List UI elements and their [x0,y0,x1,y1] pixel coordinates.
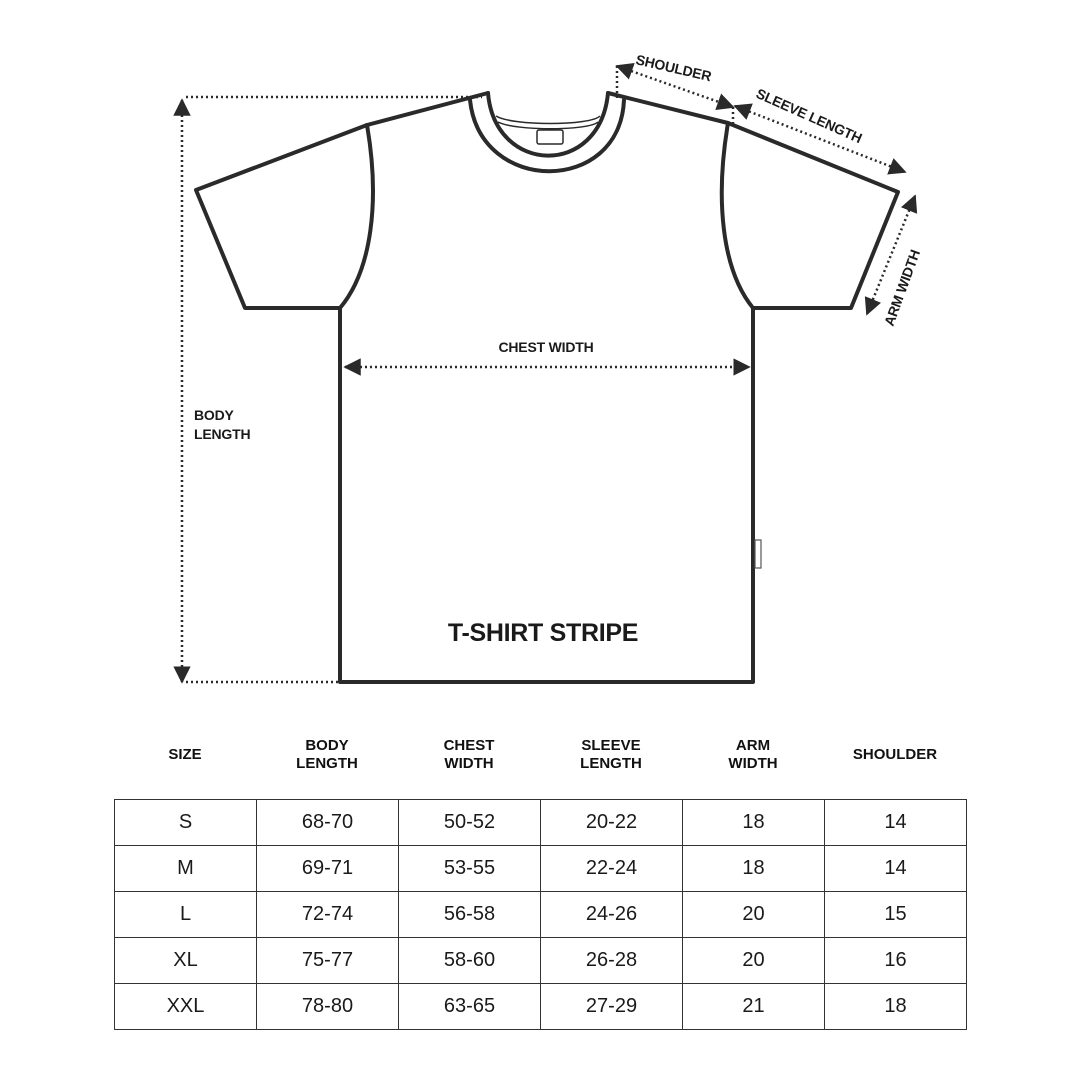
arm-width-cell: 18 [683,846,825,892]
arm-width-cell: 21 [683,984,825,1030]
sleeve-length-label: SLEEVE LENGTH [753,85,865,147]
header-size-line1: SIZE [168,746,202,763]
tshirt-outline [196,93,898,682]
side-tag [755,540,761,568]
size-chart-headers [114,733,966,777]
arm-width-cell: 20 [683,938,825,984]
product-title: T-SHIRT STRIPE [447,619,639,647]
chest-width-cell: 58-60 [399,938,541,984]
body-length-cell: 72-74 [257,892,399,938]
arm-width-cell: 20 [683,892,825,938]
size-cell: XXL [115,984,257,1030]
size-cell: XL [115,938,257,984]
header-sleeve-length [540,733,682,777]
body-length-label-line2: LENGTH [194,426,251,442]
shoulder-cell: 14 [825,846,967,892]
chest-width-cell: 50-52 [399,800,541,846]
chest-width-cell: 56-58 [399,892,541,938]
body-length-cell: 68-70 [257,800,399,846]
chest-width-label: CHEST WIDTH [498,339,594,355]
size-cell: L [115,892,257,938]
sleeve-length-cell: 27-29 [541,984,683,1030]
header-arm-width-line1: ARM [735,737,771,754]
size-chart-table [114,799,967,1030]
header-body-length-line1: BODY [305,737,349,754]
header-chest-width-line1: CHEST [443,737,495,754]
shoulder-cell: 15 [825,892,967,938]
body-length-cell: 69-71 [257,846,399,892]
header-body-length [256,733,398,777]
header-chest-width [398,733,540,777]
chest-width-cell: 63-65 [399,984,541,1030]
header-chest-width-line2: WIDTH [444,755,494,772]
body-length-cell: 78-80 [257,984,399,1030]
header-shoulder-line1: SHOULDER [852,746,938,763]
sleeve-length-cell: 26-28 [541,938,683,984]
measurement-lines [182,66,915,682]
header-shoulder [824,733,966,777]
shoulder-cell: 14 [825,800,967,846]
table-row [115,938,967,984]
sleeve-length-cell: 24-26 [541,892,683,938]
table-row [115,800,967,846]
sleeve-length-cell: 22-24 [541,846,683,892]
body-length-cell: 75-77 [257,938,399,984]
chest-width-cell: 53-55 [399,846,541,892]
shoulder-cell: 18 [825,984,967,1030]
header-sleeve-length-line1: SLEEVE [581,737,641,754]
size-cell: M [115,846,257,892]
arm-width-cell: 18 [683,800,825,846]
header-arm-width-line2: WIDTH [728,755,778,772]
header-size [114,733,256,777]
table-row [115,984,967,1030]
sleeve-length-cell: 20-22 [541,800,683,846]
header-body-length-line2: LENGTH [296,755,358,772]
size-cell: S [115,800,257,846]
table-row [115,846,967,892]
table-row [115,892,967,938]
header-sleeve-length-line2: LENGTH [580,755,642,772]
shoulder-cell: 16 [825,938,967,984]
header-arm-width [682,733,824,777]
shoulder-label: SHOULDER [634,51,713,85]
arm-width-label: ARM WIDTH [880,247,924,329]
body-length-label-line1: BODY [194,407,234,423]
